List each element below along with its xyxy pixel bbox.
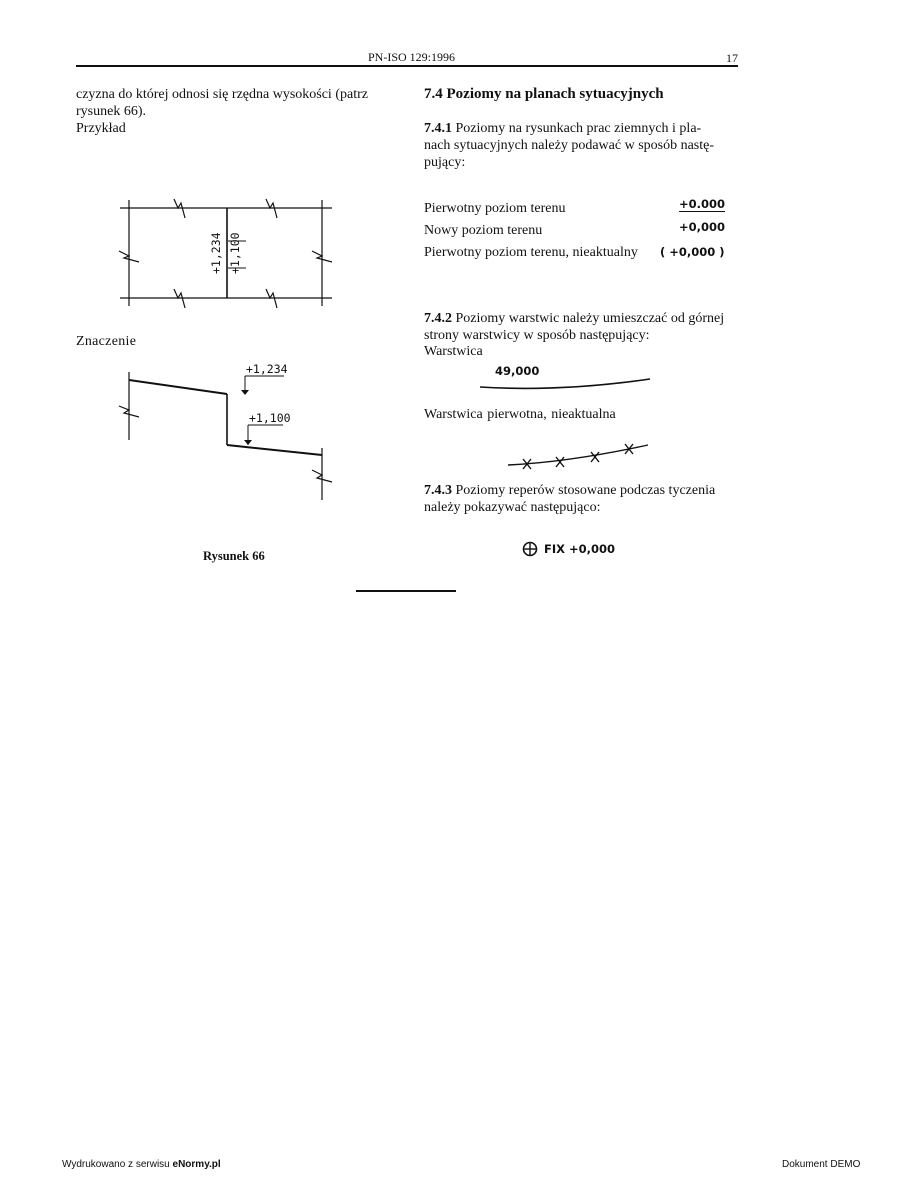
page-number: 17 [726,51,738,65]
p743-num: 7.4.3 [424,483,452,498]
contour-label: Warstwica [424,344,483,359]
section-title: 7.4 Poziomy na planach sytuacyjnych [424,86,664,102]
figure-caption: Rysunek 66 [203,549,265,563]
header-standard: PN-ISO 129:1996 [368,50,456,64]
fig2-dim-b: +1,100 [249,411,291,425]
p742-num: 7.4.2 [424,311,452,326]
level-label-0: Pierwotny poziom terenu [424,201,566,216]
meaning-label: Znaczenie [76,334,137,349]
intro-line-2: rysunek 66). [76,104,146,119]
p742-line1: Poziomy warstwic należy umieszczać od górnej [455,311,725,326]
footer-printed [62,1159,221,1170]
contour-value: 49,000 [495,364,540,378]
footer-printed-prefix: Wydrukowano z serwisu [62,1159,173,1170]
p743-line1: Poziomy reperów stosowane podczas tyczenia [455,483,716,498]
p741-line3: pujący: [424,155,466,170]
level-value-0: +0.000 [679,197,726,211]
intro-line-1: czyzna do której odnosi się rzędna wysokości (patrz [76,87,368,102]
end-rule [356,590,456,592]
p743-line2: należy pokazywać następująco: [424,500,601,515]
header-rule [76,65,738,67]
footer-site-link[interactable]: eNormy.pl [172,1159,221,1170]
level-value-1: +0,000 [679,220,726,234]
example-label: Przykład [76,121,126,136]
p742 [424,310,724,327]
fig1-dim-b: +1,100 [228,232,242,274]
p741 [424,120,740,137]
footer-demo: Dokument DEMO [782,1159,861,1170]
p741-line1: Poziomy na rysunkach prac ziemnych i pla- [455,121,702,136]
fig2-dim-a: +1,234 [246,362,288,376]
p743 [424,482,715,499]
contour-old-label: Warstwica pierwotna, nieaktualna [424,407,616,422]
p741-line2: nach sytuacyjnych należy podawać w sposób nastę- [424,138,715,153]
p741-num: 7.4.1 [424,121,452,136]
fig1-dim-a: +1,234 [209,232,223,274]
benchmark-label: FIX +0,000 [544,542,616,556]
level-label-2: Pierwotny poziom terenu, nieaktualny [424,245,638,260]
level-label-1: Nowy poziom terenu [424,223,543,238]
level-value-2: ( +0,000 ) [660,245,725,259]
p742-line2: strony warstwicy w sposób następujący: [424,328,650,343]
